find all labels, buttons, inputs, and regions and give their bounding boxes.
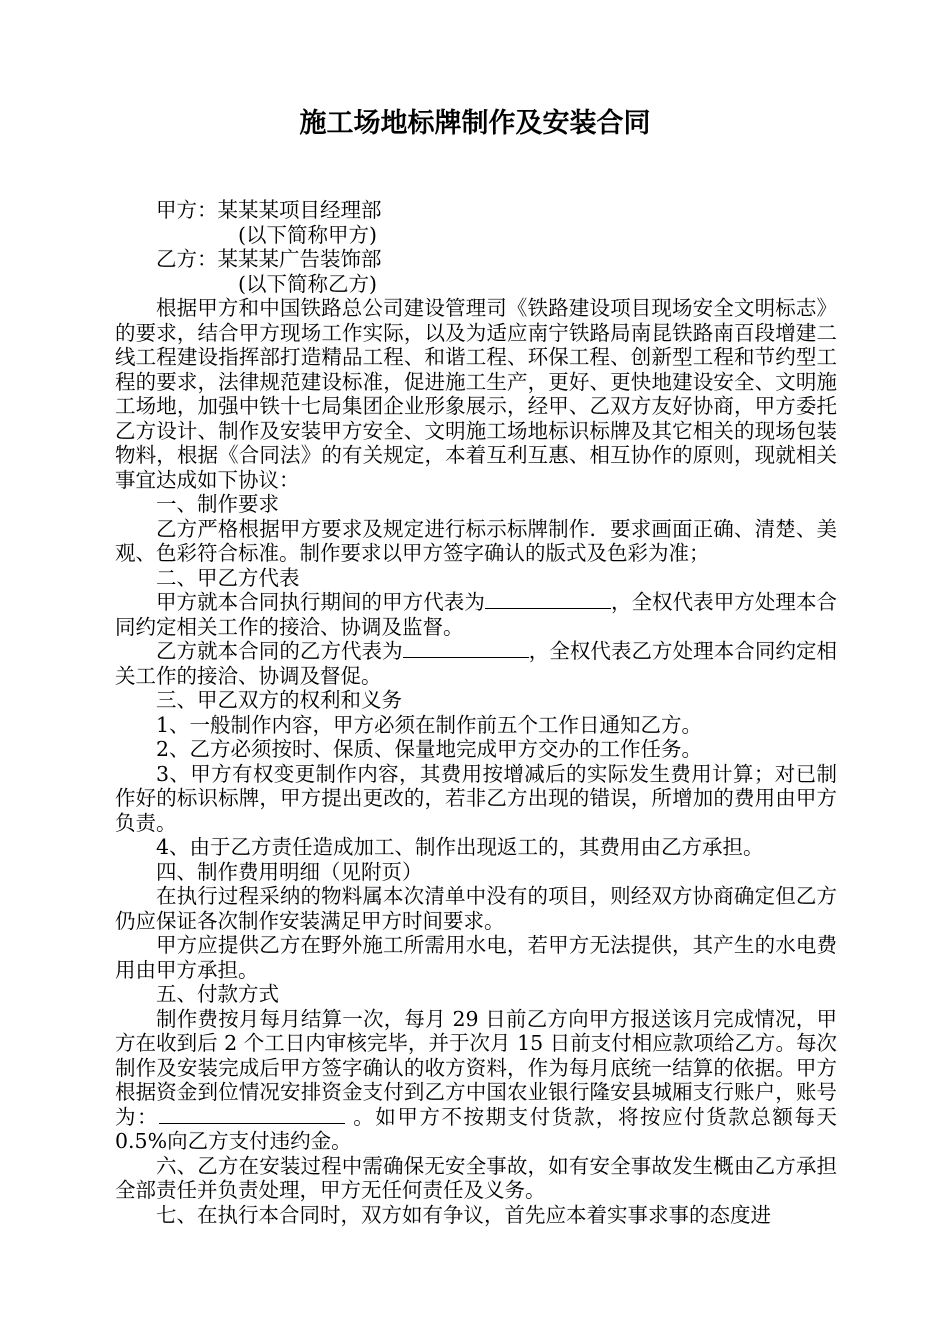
contract-body bbox=[115, 198, 837, 1227]
intro-paragraph: 根据甲方和中国铁路总公司建设管理司《铁路建设项目现场安全文明标志》的要求，结合甲方现场工作实际，以及为适应南宁铁路局南昆铁路南百段增建二线工程建设指挥部打造精品工程、和谐工程、环保工程、创新型工程和节约型工程的要求，法律规范建设标准，促进施工生产，更好、更快地建设安全、文明施工场地，加强中铁十七局集团企业形象展示，经甲、乙双方友好协商，甲方委托乙方设计、制作及安装甲方安全、文明施工场地标识标牌及其它相关的现场包装物料，根据《合同法》的有关规定，本着互利互惠、相互协作的原则，现就相关事宜达成如下协议： bbox=[115, 296, 837, 492]
payment-text-after: 。如甲方不按期支付货款，将按应付货款总额每天 0.5%向乙方支付违约金。 bbox=[115, 1104, 838, 1153]
section-3-item-2: 2、乙方必须按时、保质、保量地完成甲方交办的工作任务。 bbox=[156, 737, 703, 761]
section-6-paragraph: 六、乙方在安装过程中需确保无安全事故，如有安全事故发生概由乙方承担全部责任并负责处理，甲方无任何责任及义务。 bbox=[115, 1153, 837, 1202]
party-b: 乙方：某某某广告装饰部 bbox=[156, 247, 382, 271]
party-b-alias: (以下简称乙方) bbox=[238, 271, 377, 296]
account-number-blank bbox=[159, 1105, 345, 1124]
section-7-paragraph: 七、在执行本合同时，双方如有争议，首先应本着实事求事的态度进 bbox=[156, 1202, 771, 1227]
section-3-item-4: 4、由于乙方责任造成加工、制作出现返工的，其费用由乙方承担。 bbox=[156, 835, 764, 859]
party-b-rep-text-after: ，全权代表乙方处理本合同约定相关工作的接洽、协调及督促。 bbox=[115, 639, 838, 688]
party-a-rep-text-after: ，全权代表甲方处理本合同约定相关工作的接洽、协调及监督。 bbox=[115, 590, 838, 639]
party-b-rep-blank bbox=[403, 639, 529, 658]
section-4-paragraph-1: 在执行过程采纳的物料属本次清单中没有的项目，则经双方协商确定但乙方仍应保证各次制作安装满足甲方时间要求。 bbox=[115, 884, 837, 933]
payment-text-before: 制作费按月每月结算一次，每月 29 日前乙方向甲方报送该月完成情况，甲方在收到后 2 个工日内审核完毕，并于次月 15 日前支付相应款项给乙方。每次制作及安装完成后甲方签字确认的收方资料，作为每月底统一结算的依据。甲方根据资金到位情况安排资金支付到乙方中国农业银行隆安县城厢支行账户，账号为： bbox=[115, 1006, 837, 1129]
section-2-heading: 二、甲乙方代表 bbox=[156, 565, 300, 590]
document-title: 施工场地标牌制作及安装合同 bbox=[299, 108, 651, 139]
section-5-heading: 五、付款方式 bbox=[156, 982, 279, 1006]
section-3-item-3: 3、甲方有权变更制作内容，其费用按增减后的实际发生费用计算；对已制作好的标识标牌，甲方提出更改的，若非乙方出现的错误，所增加的费用由甲方负责。 bbox=[115, 761, 837, 835]
party-a-alias: (以下简称甲方) bbox=[238, 222, 377, 247]
section-2-party-a-rep bbox=[115, 590, 837, 639]
section-2-party-b-rep bbox=[115, 639, 837, 688]
section-4-heading: 四、制作费用明细（见附页） bbox=[156, 859, 423, 884]
party-a: 甲方：某某某项目经理部 bbox=[156, 198, 382, 222]
party-b-rep-text-before: 乙方就本合同的乙方代表为 bbox=[156, 639, 403, 663]
section-1-heading: 一、制作要求 bbox=[156, 492, 279, 516]
party-a-rep-text-before: 甲方就本合同执行期间的甲方代表为 bbox=[156, 590, 485, 614]
party-a-rep-blank bbox=[485, 590, 611, 609]
section-4-paragraph-2: 甲方应提供乙方在野外施工所需用水电，若甲方无法提供，其产生的水电费用由甲方承担。 bbox=[115, 933, 837, 982]
section-3-item-1: 1、一般制作内容，甲方必须在制作前五个工作日通知乙方。 bbox=[156, 712, 703, 737]
section-5-paragraph bbox=[115, 1007, 837, 1154]
section-3-heading: 三、甲乙双方的权利和义务 bbox=[156, 688, 402, 712]
section-1-text: 乙方严格根据甲方要求及规定进行标示标牌制作．要求画面正确、清楚、美观、色彩符合标准。制作要求以甲方签字确认的版式及色彩为准； bbox=[115, 516, 837, 565]
